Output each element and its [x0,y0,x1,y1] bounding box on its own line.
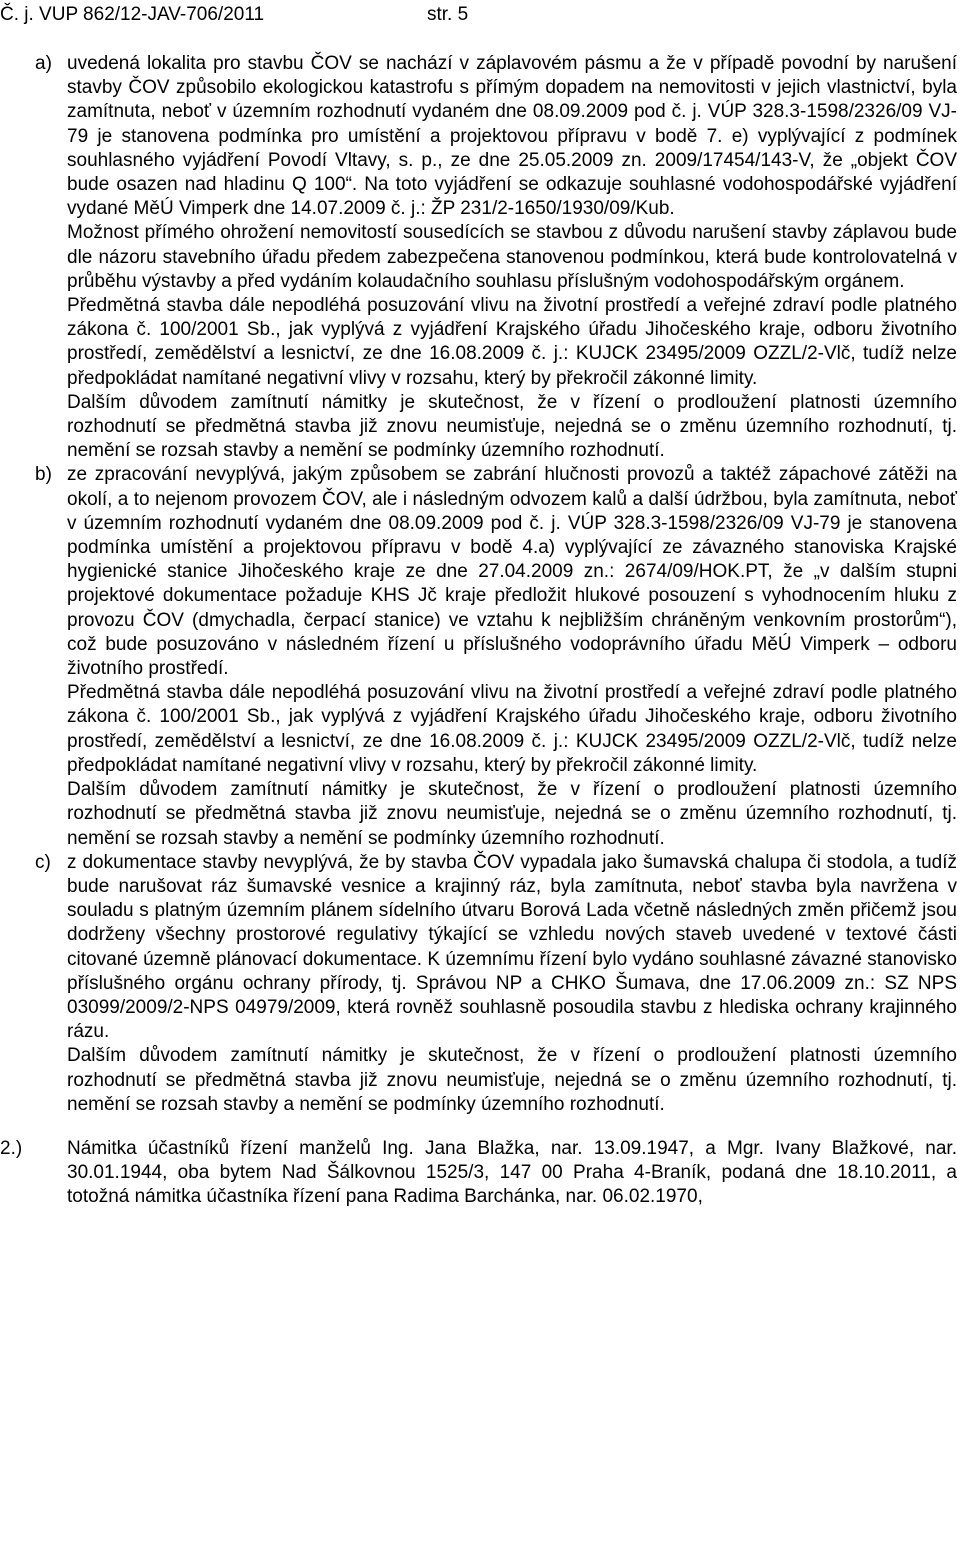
objection-item-c [0,851,960,1117]
section-marker: 2.) [0,1137,23,1159]
item-marker: b) [35,464,52,486]
objection-item-b [0,463,960,850]
paragraph: Předmětná stavba dále nepodléhá posuzování vlivu na životní prostředí a veřejné zdraví podle platného zákona č. 100/2001 Sb., jak vyplývá z vyjádření Krajského úřadu Jihočeského kraje, odboru životního prostředí, zemědělství a lesnictví, ze dne 16.08.2009 č. j.: KUJCK 23495/2009 OZZL/2-Vlč, tudíž nelze předpokládat namítané negativní vlivy v rozsahu, který by překročil zákonné limity. [67,295,957,389]
paragraph: Námitka účastníků řízení manželů Ing. Jana Blažka, nar. 13.09.1947, a Mgr. Ivany Blažkové, nar. 30.01.1944, oba bytem Nad Šálkovnou 1525/3, 147 00 Praha 4-Braník, podaná dne 18.10.2011, a totožná námitka účastníka řízení pana Radima Barchánka, nar. 06.02.1970, [67,1137,957,1208]
document-reference: Č. j. VUP 862/12-JAV-706/2011 [0,4,265,25]
paragraph: Předmětná stavba dále nepodléhá posuzování vlivu na životní prostředí a veřejné zdraví podle platného zákona č. 100/2001 Sb., jak vyplývá z vyjádření Krajského úřadu Jihočeského kraje, odboru životního prostředí, zemědělství a lesnictví, ze dne 16.08.2009 č. j.: KUJCK 23495/2009 OZZL/2-Vlč, tudíž nelze předpokládat namítané negativní vlivy v rozsahu, který by překročil zákonné limity. [67,682,957,776]
paragraph: Dalším důvodem zamítnutí námitky je skutečnost, že v řízení o prodloužení platnosti územního rozhodnutí se předmětná stavba již znovu neumisťuje, nejedná se o změnu územního rozhodnutí, tj. nemění se rozsah stavby a nemění se podmínky územního rozhodnutí. [67,779,957,849]
paragraph: uvedená lokalita pro stavbu ČOV se nachází v záplavovém pásmu a že v případě povodní by narušení stavby ČOV způsobilo ekologickou katastrofu s přímým dopadem na nemovitosti v jejich vlastnictví, byla zamítnuta, neboť v územním rozhodnutí vydaném dne 08.09.2009 pod č. j. VÚP 328.3-1598/2326/09 VJ-79 je stanovena podmínka pro umístění a projektovou přípravu v bodě 7. e) vyplývající z podmínek souhlasného vyjádření Povodí Vltavy, s. p., ze dne 25.05.2009 zn. 2009/17454/143-V, že „objekt ČOV bude osazen nad hladinu Q 100“. Na toto vyjádření se odkazuje souhlasné vodohospodářské vyjádření vydané MěÚ Vimperk dne 14.07.2009 č. j.: ŽP 231/2-1650/1930/09/Kub. [67,53,957,220]
item-marker: a) [35,53,52,74]
objection-section-2 [0,1137,960,1210]
page-header [0,0,960,30]
document-body [0,52,960,1210]
paragraph: z dokumentace stavby nevyplývá, že by stavba ČOV vypadala jako šumavská chalupa či stodola, a tudíž bude narušovat ráz šumavské vesnice a krajinný ráz, byla zamítnuta, neboť stavba byla navržena v souladu s platným územním plánem sídelního útvaru Borová Lada včetně následných změn přičemž jsou dodrženy všechny prostorové regulativy týkající se vzhledu nových staveb uvedené v textové části citované územně plánovací dokumentace. K územnímu řízení bylo vydáno souhlasné závazné stanovisko příslušného orgánu ochrany přírody, tj. Správou NP a CHKO Šumava, dne 17.06.2009 zn.: SZ NPS 03099/2009/2-NPS 04979/2009, která rovněž souhlasně posoudila stavbu z hlediska ochrany krajinného rázu. [67,851,957,1043]
paragraph: Možnost přímého ohrožení nemovitostí sousedících se stavbou z důvodu narušení stavby záplavou bude dle názoru stavebního úřadu předem zabezpečena stanovenou podmínkou, která bude kontrolovatelná v průběhu výstavby a před vydáním kolaudačního souhlasu příslušným vodohospodářským orgánem. [67,222,957,292]
page-number: str. 5 [427,4,469,25]
item-marker: c) [35,851,51,873]
objection-item-a [0,52,960,463]
paragraph: ze zpracování nevyplývá, jakým způsobem se zabrání hlučnosti provozů a taktéž zápachové zátěži na okolí, a to nejenom provozem ČOV, ale i následným odvozem kalů a další údržbou, byla zamítnuta, neboť v územním rozhodnutí vydaném dne 08.09.2009 pod č. j. VÚP 328.3-1598/2326/09 VJ-79 je stanovena podmínka umístění a projektovou přípravu v bodě 4.a) vyplývající ze závazného stanoviska Krajské hygienické stanice Jihočeského kraje ze dne 27.04.2009 zn.: 2674/09/HOK.PT, že „v dalším stupni projektové dokumentace požaduje KHS Jč kraje předložit hlukové posouzení s vyhodnocením hluku z provozu ČOV (dmychadla, čerpací stanice) ve vztahu k nejbližším chráněným venkovním prostorům“), což bude posuzováno v následném řízení u příslušného vodoprávního úřadu MěÚ Vimperk – odboru životního prostředí. [67,464,957,680]
paragraph: Dalším důvodem zamítnutí námitky je skutečnost, že v řízení o prodloužení platnosti územního rozhodnutí se předmětná stavba již znovu neumisťuje, nejedná se o změnu územního rozhodnutí, tj. nemění se rozsah stavby a nemění se podmínky územního rozhodnutí. [67,391,957,462]
paragraph: Dalším důvodem zamítnutí námitky je skutečnost, že v řízení o prodloužení platnosti územního rozhodnutí se předmětná stavba již znovu neumisťuje, nejedná se o změnu územního rozhodnutí, tj. nemění se rozsah stavby a nemění se podmínky územního rozhodnutí. [67,1045,957,1115]
